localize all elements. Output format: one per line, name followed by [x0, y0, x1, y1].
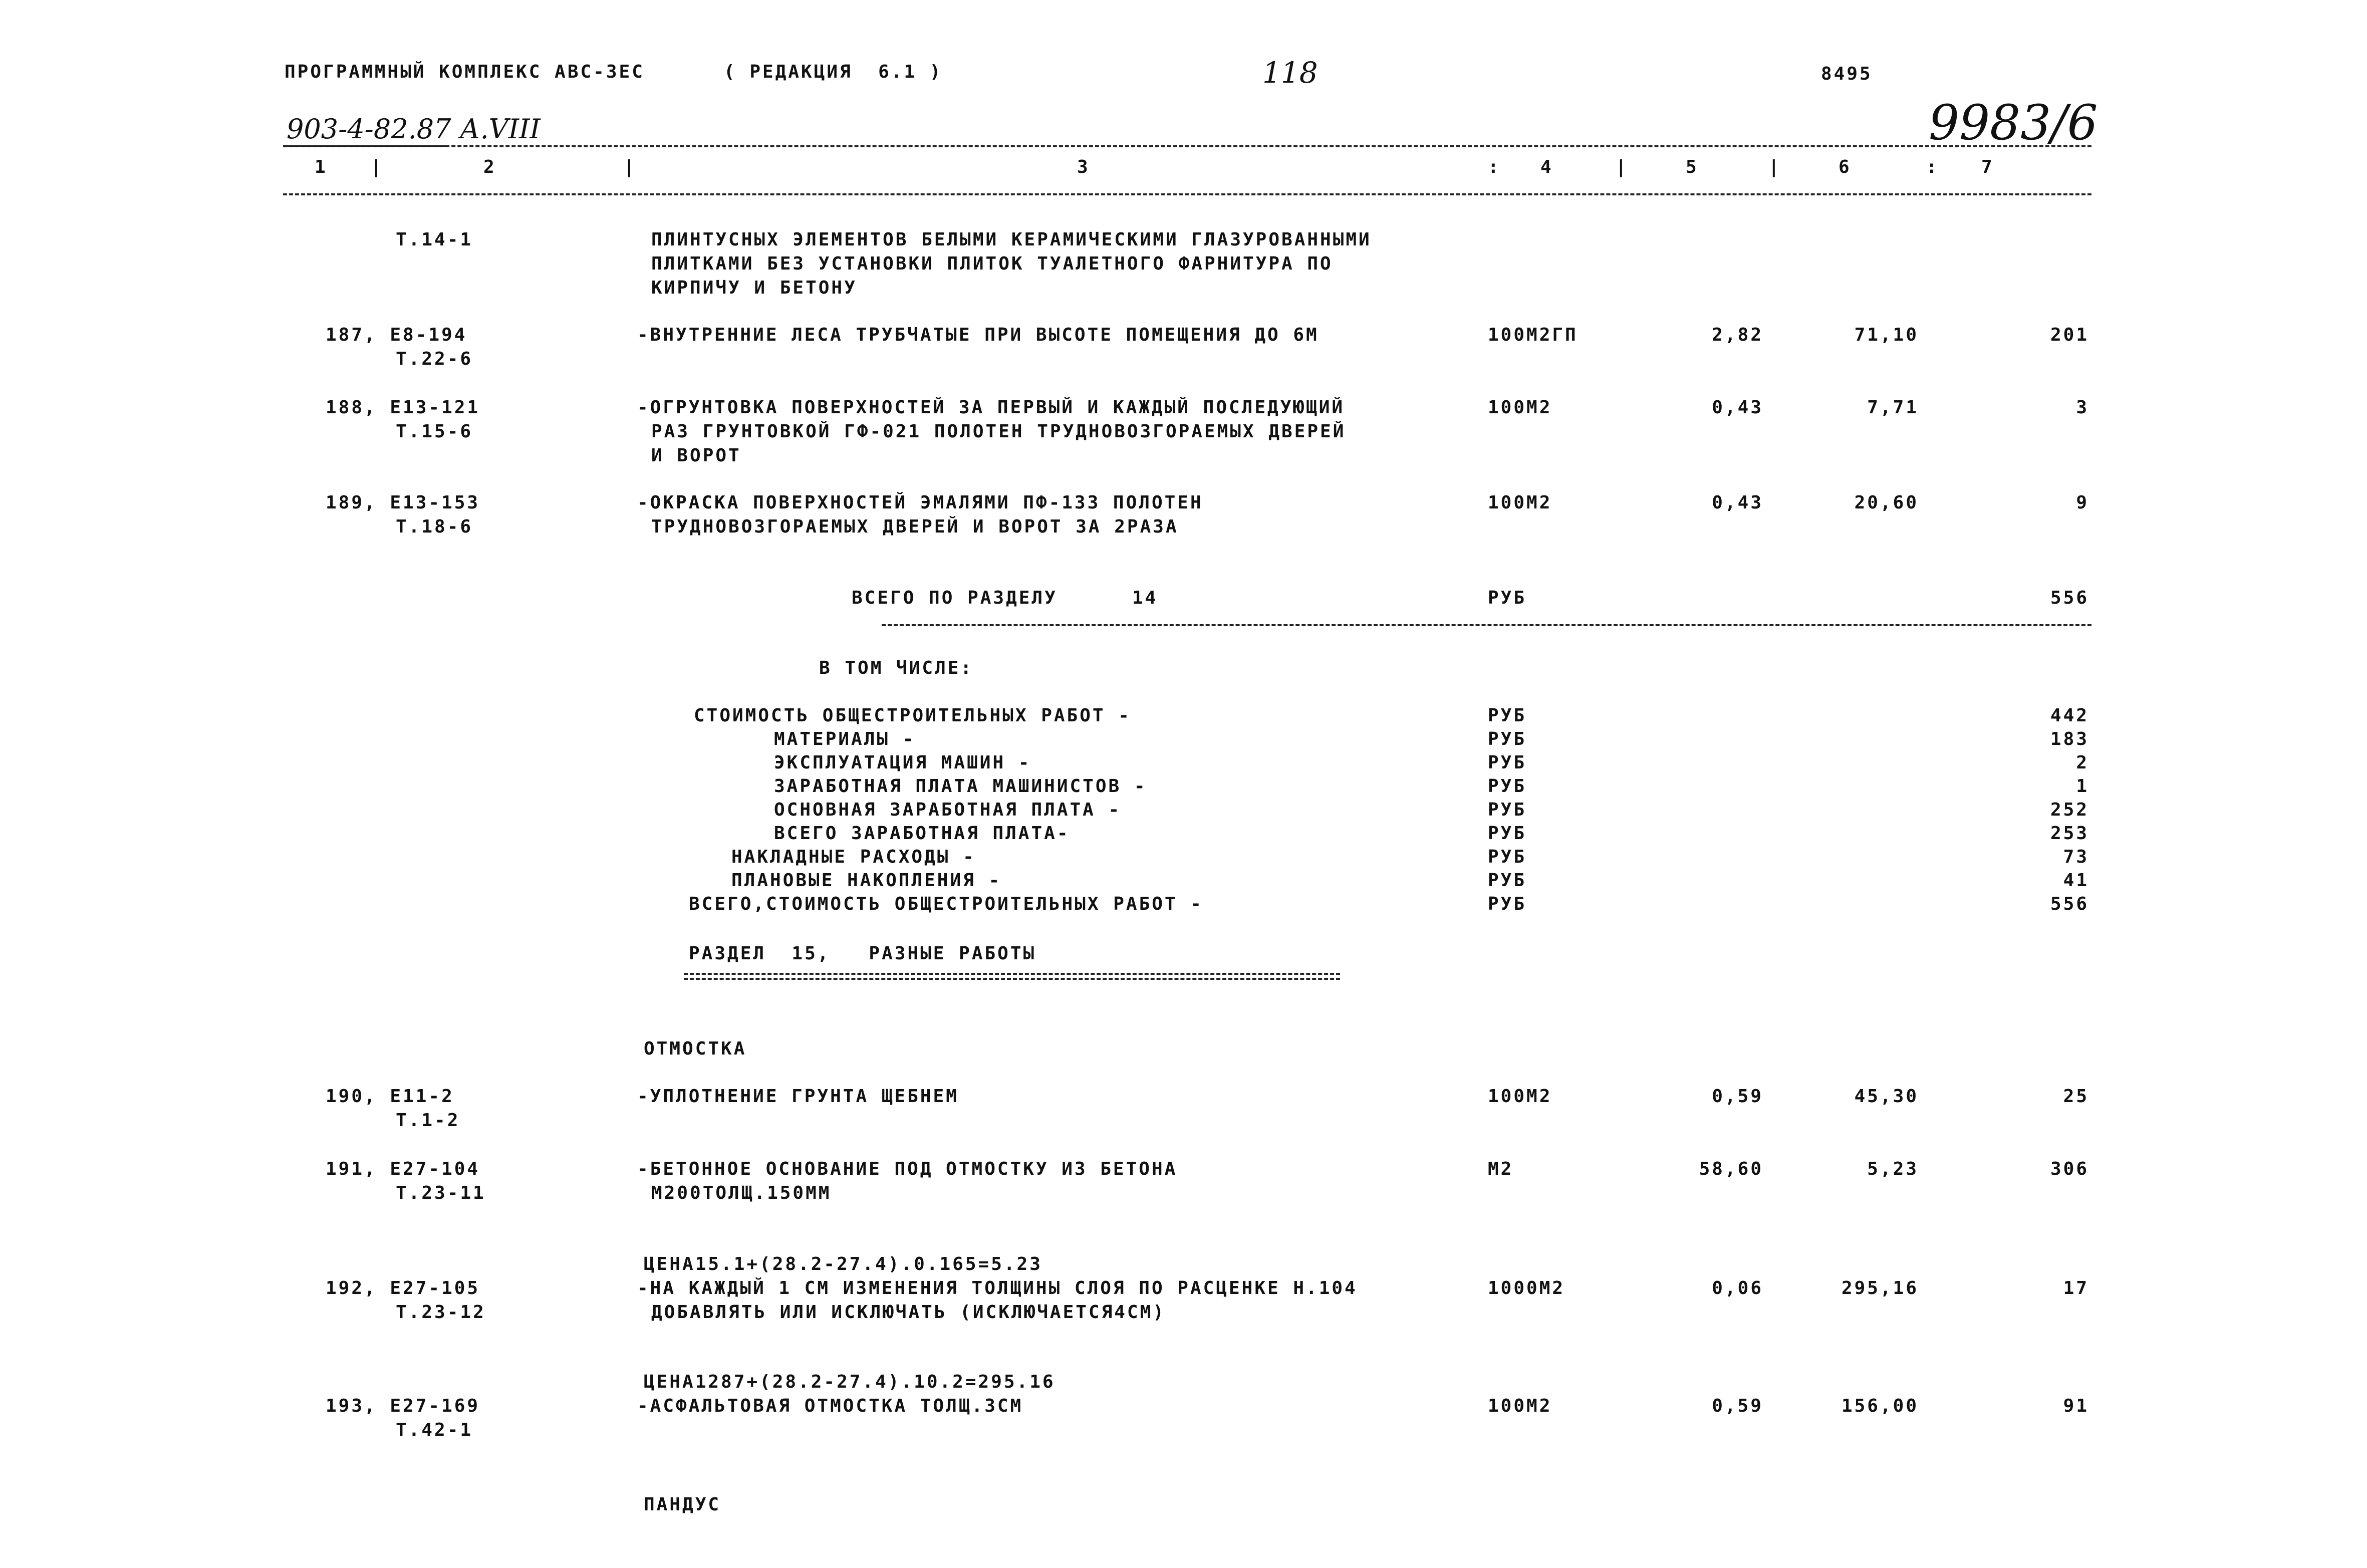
archive-stamp: 9983/6 — [1929, 95, 2098, 151]
item-unit: 1000М2 — [1488, 1278, 1565, 1298]
item-total: 3 — [2076, 397, 2089, 418]
item-price: 156,00 — [1841, 1396, 1919, 1416]
breakdown-value: 183 — [2050, 729, 2089, 749]
breakdown-label: СТОИМОСТЬ ОБЩЕСТРОИТЕЛЬНЫХ РАБОТ - — [694, 705, 1131, 726]
project-code: 903-4-82.87 А.VIII — [287, 113, 541, 145]
item-total: 306 — [2050, 1159, 2089, 1179]
section-total-value: 556 — [2050, 588, 2089, 608]
col-sep: | — [1616, 157, 1629, 177]
section-total-rule — [882, 624, 2091, 626]
breakdown-label: ОСНОВНАЯ ЗАРАБОТНАЯ ПЛАТА - — [774, 800, 1122, 820]
breakdown-unit: РУБ — [1488, 752, 1527, 773]
item-description-line: -ВНУТРЕННИЕ ЛЕСА ТРУБЧАТЫЕ ПРИ ВЫСОТЕ ПОМЕЩЕНИЯ ДО 6М — [637, 325, 1319, 345]
breakdown-label: ВСЕГО ЗАРАБОТНАЯ ПЛАТА- — [774, 823, 1070, 844]
breakdown-value: 442 — [2050, 705, 2089, 726]
col-4: 4 — [1540, 157, 1553, 177]
item-ref: Т.14-1 — [396, 229, 473, 250]
item-number: 191, Е27-104 — [326, 1159, 480, 1179]
item-price: 45,30 — [1854, 1086, 1919, 1107]
breakdown-value: 2 — [2076, 752, 2089, 773]
item-ref: Т.23-11 — [396, 1183, 486, 1203]
col-6: 6 — [1838, 157, 1852, 177]
section-heading: РАЗДЕЛ 15, РАЗНЫЕ РАБОТЫ — [689, 943, 1036, 964]
breakdown-unit: РУБ — [1488, 823, 1527, 844]
breakdown-label: ПЛАНОВЫЕ НАКОПЛЕНИЯ - — [731, 870, 1002, 891]
col-5: 5 — [1686, 157, 1699, 177]
item-total: 17 — [2063, 1278, 2089, 1298]
item-description-line: ДОБАВЛЯТЬ ИЛИ ИСКЛЮЧАТЬ (ИСКЛЮЧАЕТСЯ4СМ) — [651, 1302, 1166, 1323]
col-sep: : — [1926, 157, 1939, 177]
item-unit: 100М2 — [1488, 492, 1552, 513]
section-total-unit: РУБ — [1488, 588, 1527, 608]
price-formula: ЦЕНА1287+(28.2-27.4).10.2=295.16 — [644, 1372, 1056, 1392]
subsection-heading: ПАНДУС — [644, 1494, 721, 1515]
item-unit: 100М2 — [1488, 1396, 1552, 1416]
item-description-line: -ОКРАСКА ПОВЕРХНОСТЕЙ ЭМАЛЯМИ ПФ-133 ПОЛОТЕН — [637, 492, 1203, 513]
item-number: 193, Е27-169 — [326, 1396, 480, 1416]
item-description-line: -ОГРУНТОВКА ПОВЕРХНОСТЕЙ ЗА ПЕРВЫЙ И КАЖДЫЙ ПОСЛЕДУЮЩИЙ — [637, 397, 1345, 418]
page-number: 118 — [1262, 56, 1318, 90]
breakdown-value: 253 — [2050, 823, 2089, 844]
item-number: 192, Е27-105 — [326, 1278, 480, 1298]
breakdown-value: 252 — [2050, 800, 2089, 820]
item-price: 295,16 — [1841, 1278, 1919, 1298]
item-description-line: КИРПИЧУ И БЕТОНУ — [651, 278, 857, 298]
item-unit: 100М2ГП — [1488, 325, 1578, 345]
subsection-heading: ОТМОСТКА — [644, 1038, 747, 1059]
header-rule — [283, 145, 2091, 147]
breakdown-unit: РУБ — [1488, 705, 1527, 726]
item-price: 7,71 — [1867, 397, 1919, 418]
breakdown-label: ЗАРАБОТНАЯ ПЛАТА МАШИНИСТОВ - — [774, 776, 1147, 797]
breakdown-label: МАТЕРИАЛЫ - — [774, 729, 916, 749]
col-sep: | — [624, 157, 637, 177]
item-qty: 0,43 — [1712, 397, 1763, 418]
item-unit: 100М2 — [1488, 1086, 1552, 1107]
item-description-line: ПЛИТКАМИ БЕЗ УСТАНОВКИ ПЛИТОК ТУАЛЕТНОГО ФАРНИТУРА ПО — [651, 253, 1333, 274]
breakdown-unit: РУБ — [1488, 847, 1527, 867]
col-sep: | — [371, 157, 384, 177]
col-sep: : — [1488, 157, 1501, 177]
col-sep: | — [1768, 157, 1781, 177]
item-ref: Т.42-1 — [396, 1420, 473, 1440]
item-number: 190, Е11-2 — [326, 1086, 454, 1107]
breakdown-label: ВСЕГО,СТОИМОСТЬ ОБЩЕСТРОИТЕЛЬНЫХ РАБОТ - — [689, 894, 1203, 914]
breakdown-unit: РУБ — [1488, 870, 1527, 891]
item-price: 71,10 — [1854, 325, 1919, 345]
breakdown-value: 73 — [2063, 847, 2089, 867]
section-total-number: 14 — [1132, 588, 1158, 608]
item-total: 91 — [2063, 1396, 2089, 1416]
breakdown-value: 556 — [2050, 894, 2089, 914]
item-unit: 100М2 — [1488, 397, 1552, 418]
item-qty: 58,60 — [1699, 1159, 1763, 1179]
item-ref: Т.1-2 — [396, 1110, 460, 1131]
col-7: 7 — [1981, 157, 1994, 177]
item-qty: 0,43 — [1712, 492, 1763, 513]
section-heading-double-rule — [684, 973, 1340, 980]
program-title: ПРОГРАММНЫЙ КОМПЛЕКС АВС-3ЕС — [285, 62, 645, 82]
item-number: 189, Е13-153 — [326, 492, 480, 513]
item-description-line: М200ТОЛЩ.150ММ — [651, 1183, 832, 1203]
edition-label: ( РЕДАКЦИЯ 6.1 ) — [724, 62, 943, 82]
col-3: 3 — [1077, 157, 1090, 177]
item-ref: Т.15-6 — [396, 421, 473, 442]
col-2: 2 — [483, 157, 496, 177]
item-price: 20,60 — [1854, 492, 1919, 513]
col-1: 1 — [315, 157, 328, 177]
item-description-line: ПЛИНТУСНЫХ ЭЛЕМЕНТОВ БЕЛЫМИ КЕРАМИЧЕСКИМИ ГЛАЗУРОВАННЫМИ — [651, 229, 1372, 250]
item-ref: Т.22-6 — [396, 349, 473, 369]
item-qty: 0,59 — [1712, 1396, 1763, 1416]
item-price: 5,23 — [1867, 1159, 1919, 1179]
item-description-line: И ВОРОТ — [651, 445, 741, 466]
item-description-line: -УПЛОТНЕНИЕ ГРУНТА ЩЕБНЕМ — [637, 1086, 959, 1107]
breakdown-unit: РУБ — [1488, 800, 1527, 820]
item-description-line: РАЗ ГРУНТОВКОЙ ГФ-021 ПОЛОТЕН ТРУДНОВОЗГОРАЕМЫХ ДВЕРЕЙ — [651, 421, 1346, 442]
breakdown-label: НАКЛАДНЫЕ РАСХОДЫ - — [731, 847, 976, 867]
breakdown-value: 41 — [2063, 870, 2089, 891]
breakdown-unit: РУБ — [1488, 729, 1527, 749]
item-qty: 0,06 — [1712, 1278, 1763, 1298]
breakdown-value: 1 — [2076, 776, 2089, 797]
item-qty: 2,82 — [1712, 325, 1763, 345]
item-qty: 0,59 — [1712, 1086, 1763, 1107]
column-header-rule — [283, 193, 2091, 195]
item-description-line: ТРУДНОВОЗГОРАЕМЫХ ДВЕРЕЙ И ВОРОТ ЗА 2РАЗА — [651, 516, 1179, 537]
item-description-line: -БЕТОННОЕ ОСНОВАНИЕ ПОД ОТМОСТКУ ИЗ БЕТОНА — [637, 1159, 1178, 1179]
document-number: 8495 — [1821, 64, 1873, 84]
item-description-line: -АСФАЛЬТОВАЯ ОТМОСТКА ТОЛЩ.3СМ — [637, 1396, 1023, 1416]
item-total: 201 — [2050, 325, 2089, 345]
breakdown-unit: РУБ — [1488, 776, 1527, 797]
item-unit: М2 — [1488, 1159, 1514, 1179]
item-description-line: -НА КАЖДЫЙ 1 СМ ИЗМЕНЕНИЯ ТОЛЩИНЫ СЛОЯ ПО РАСЦЕНКЕ Н.104 — [637, 1278, 1358, 1298]
section-total-label: ВСЕГО ПО РАЗДЕЛУ — [852, 588, 1058, 608]
item-total: 25 — [2063, 1086, 2089, 1107]
item-total: 9 — [2076, 492, 2089, 513]
breakdown-label: ЭКСПЛУАТАЦИЯ МАШИН - — [774, 752, 1031, 773]
item-ref: Т.23-12 — [396, 1302, 486, 1323]
breakdown-unit: РУБ — [1488, 894, 1527, 914]
including-label: В ТОМ ЧИСЛЕ: — [819, 658, 974, 678]
item-ref: Т.18-6 — [396, 516, 473, 537]
item-number: 188, Е13-121 — [326, 397, 480, 418]
item-number: 187, Е8-194 — [326, 325, 467, 345]
price-formula: ЦЕНА15.1+(28.2-27.4).0.165=5.23 — [644, 1254, 1042, 1274]
